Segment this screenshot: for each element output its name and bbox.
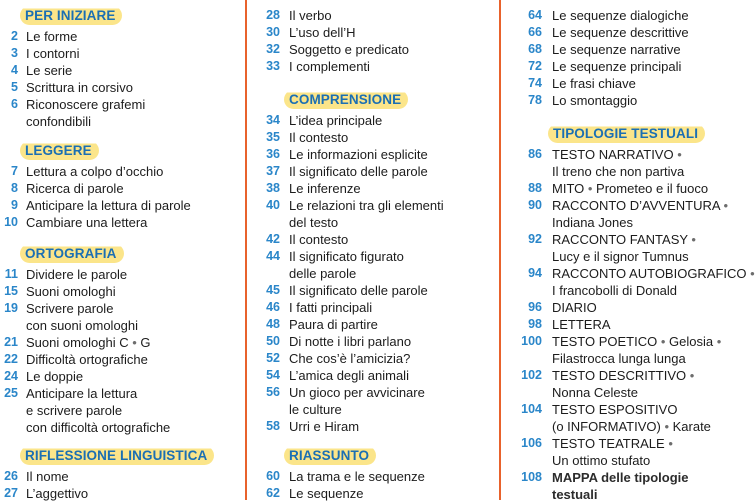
toc-entry[interactable] (256, 7, 494, 24)
page-number: 11 (4, 267, 18, 281)
toc-entry[interactable] (510, 146, 746, 180)
entry-title: Nonna Celeste (552, 385, 638, 400)
entry-title: Urri e Hiram (289, 419, 360, 434)
page-number: 62 (266, 486, 280, 500)
entry-title: Difficoltà ortografiche (26, 352, 148, 367)
entry-title: Il significato delle parole (289, 164, 428, 179)
page-number: 24 (4, 369, 18, 383)
page-number: 56 (266, 385, 280, 399)
toc-entry[interactable] (256, 333, 494, 350)
toc-entry[interactable] (256, 129, 494, 146)
page-number: 36 (266, 147, 280, 161)
entry-title: LETTERA (552, 317, 611, 332)
page-number: 35 (266, 130, 280, 144)
entry-title: Il verbo (289, 8, 332, 23)
entry-title: I fatti principali (289, 300, 373, 315)
page-number: 92 (528, 232, 542, 246)
toc-entry[interactable] (510, 435, 746, 469)
toc-entry[interactable] (510, 41, 746, 58)
entry-title: Scrittura in corsivo (26, 80, 133, 95)
toc-entry[interactable] (0, 62, 232, 79)
entry-title: Dividere le parole (26, 267, 128, 282)
page-number: 66 (528, 25, 542, 39)
entry-title: Un gioco per avvicinare (289, 385, 425, 400)
entry-title: L’amica degli animali (289, 368, 409, 383)
entry-title: delle parole (289, 266, 357, 281)
entry-title: I francobolli di Donald (552, 283, 678, 298)
column-divider (499, 0, 501, 500)
toc-entry[interactable] (510, 367, 746, 401)
page-number: 10 (4, 215, 18, 229)
entry-title: testuali (552, 487, 598, 502)
toc-entry[interactable] (510, 333, 746, 367)
toc-entry[interactable] (256, 24, 494, 41)
toc-entry[interactable] (256, 197, 494, 231)
toc-entry[interactable] (256, 58, 494, 75)
entry-title: del testo (289, 215, 339, 230)
entry-title: I complementi (289, 59, 370, 74)
toc-entry[interactable] (510, 92, 746, 109)
entry-title: Il contesto (289, 130, 349, 145)
entry-title: Indiana Jones (552, 215, 633, 230)
page-number: 78 (528, 93, 542, 107)
page-number: 50 (266, 334, 280, 348)
entry-title: Lo smontaggio (552, 93, 638, 108)
toc-entry[interactable] (256, 468, 494, 485)
toc-entry[interactable] (256, 231, 494, 248)
page-number: 40 (266, 198, 280, 212)
entry-title: TESTO POETICO • Gelosia • (552, 334, 722, 349)
toc-entry[interactable] (256, 299, 494, 316)
entry-title: Soggetto e predicato (289, 42, 409, 57)
entry-title: Riconoscere grafemi (26, 97, 146, 112)
entry-title: Scrivere parole (26, 301, 114, 316)
page-number: 9 (11, 198, 18, 212)
entry-title: Di notte i libri parlano (289, 334, 412, 349)
entry-title: RACCONTO AUTOBIOGRAFICO • (552, 266, 755, 281)
page-number: 94 (528, 266, 542, 280)
toc-column-3 (510, 0, 755, 502)
entry-title: I contorni (26, 46, 80, 61)
toc-entry[interactable] (0, 368, 232, 385)
page-number: 104 (521, 402, 542, 416)
page-number: 34 (266, 113, 280, 127)
page-number: 102 (521, 368, 542, 382)
toc-entry[interactable] (256, 248, 494, 282)
page-number: 4 (11, 63, 18, 77)
section-heading: TIPOLOGIE TESTUALI (548, 124, 705, 143)
entry-title: Le informazioni esplicite (289, 147, 428, 162)
toc-entry[interactable] (0, 351, 232, 368)
toc-entry[interactable] (0, 485, 232, 502)
toc-entry[interactable] (0, 197, 232, 214)
toc-entry[interactable] (0, 180, 232, 197)
entry-title: confondibili (26, 114, 92, 129)
entry-title: Le doppie (26, 369, 84, 384)
toc-entry[interactable] (510, 180, 746, 197)
entry-title: Le sequenze dialogiche (552, 8, 689, 23)
entry-title: TESTO NARRATIVO • (552, 147, 682, 162)
page-number: 48 (266, 317, 280, 331)
page-number: 27 (4, 486, 18, 500)
entry-title: Lucy e il signor Tumnus (552, 249, 689, 264)
page-number: 46 (266, 300, 280, 314)
toc-entry[interactable] (0, 385, 232, 436)
entry-title: e scrivere parole (26, 403, 123, 418)
entry-title: con suoni omologhi (26, 318, 139, 333)
page-number: 19 (4, 301, 18, 315)
toc-entry[interactable] (256, 180, 494, 197)
toc-entry[interactable] (0, 300, 232, 334)
entry-title: (o INFORMATIVO) • Karate (552, 419, 711, 434)
toc-entry[interactable] (256, 367, 494, 384)
toc-entry[interactable] (510, 7, 746, 24)
toc-column-1 (0, 0, 232, 500)
section-heading: ORTOGRAFIA (20, 244, 124, 263)
page-number: 33 (266, 59, 280, 73)
entry-title: Suoni omologhi (26, 284, 116, 299)
toc-entry[interactable] (256, 146, 494, 163)
section-heading: RIFLESSIONE LINGUISTICA (20, 446, 214, 465)
entry-title: Le inferenze (289, 181, 361, 196)
toc-entry[interactable] (256, 163, 494, 180)
entry-title: Le frasi chiave (552, 76, 636, 91)
page-number: 60 (266, 469, 280, 483)
toc-entry[interactable] (0, 266, 232, 283)
page-number: 52 (266, 351, 280, 365)
entry-title: Anticipare la lettura di parole (26, 198, 191, 213)
entry-title: Le relazioni tra gli elementi (289, 198, 444, 213)
entry-title: Le sequenze (289, 486, 364, 501)
entry-title: Che cos’è l’amicizia? (289, 351, 411, 366)
page-number: 37 (266, 164, 280, 178)
page-number: 38 (266, 181, 280, 195)
entry-title: Suoni omologhi C • G (26, 335, 151, 350)
entry-title: Anticipare la lettura (26, 386, 138, 401)
entry-title: Le sequenze narrative (552, 42, 681, 57)
toc-entry[interactable] (256, 112, 494, 129)
toc-entry[interactable] (510, 316, 746, 333)
toc-entry[interactable] (510, 231, 746, 265)
page-number: 106 (521, 436, 542, 450)
toc-entry[interactable] (510, 299, 746, 316)
page-number: 22 (4, 352, 18, 366)
entry-title: Il significato delle parole (289, 283, 428, 298)
page-number: 58 (266, 419, 280, 433)
toc-entry[interactable] (256, 485, 494, 502)
toc-entry[interactable] (0, 283, 232, 300)
toc-entry[interactable] (256, 316, 494, 333)
entry-title: RACCONTO D’AVVENTURA • (552, 198, 728, 213)
toc-column-2 (256, 0, 494, 500)
entry-title: Le serie (26, 63, 73, 78)
page-number: 7 (11, 164, 18, 178)
entry-title: Il nome (26, 469, 69, 484)
entry-title: L’uso dell’H (289, 25, 356, 40)
page-number: 96 (528, 300, 542, 314)
section-heading: LEGGERE (20, 141, 99, 160)
page-number: 98 (528, 317, 542, 331)
entry-title: con difficoltà ortografiche (26, 420, 171, 435)
page-number: 30 (266, 25, 280, 39)
entry-title: le culture (289, 402, 342, 417)
entry-title: MITO • Prometeo e il fuoco (552, 181, 709, 196)
toc-entry[interactable] (510, 469, 746, 503)
entry-title: Le sequenze descrittive (552, 25, 689, 40)
column-divider (245, 0, 247, 500)
page-number: 74 (528, 76, 542, 90)
page-number: 86 (528, 147, 542, 161)
section-heading: COMPRENSIONE (284, 90, 408, 109)
toc-entry[interactable] (0, 96, 232, 130)
entry-title: Cambiare una lettera (26, 215, 148, 230)
page-number: 45 (266, 283, 280, 297)
entry-title: Un ottimo stufato (552, 453, 651, 468)
entry-title: MAPPA delle tipologie (552, 470, 689, 485)
toc-entry[interactable] (256, 384, 494, 418)
toc-entry[interactable] (0, 45, 232, 62)
page-number: 15 (4, 284, 18, 298)
page-number: 54 (266, 368, 280, 382)
entry-title: RACCONTO FANTASY • (552, 232, 696, 247)
entry-title: Il treno che non partiva (552, 164, 685, 179)
toc-entry[interactable] (0, 28, 232, 45)
toc-entry[interactable] (0, 334, 232, 351)
page-number: 88 (528, 181, 542, 195)
page-number: 72 (528, 59, 542, 73)
entry-title: TESTO ESPOSITIVO (552, 402, 678, 417)
toc-entry[interactable] (0, 163, 232, 180)
page-number: 21 (4, 335, 18, 349)
entry-title: L’idea principale (289, 113, 383, 128)
page-number: 42 (266, 232, 280, 246)
toc-entry[interactable] (510, 58, 746, 75)
toc-entry[interactable] (0, 214, 232, 231)
toc-entry[interactable] (510, 401, 746, 435)
entry-title: Le forme (26, 29, 78, 44)
page-number: 64 (528, 8, 542, 22)
entry-title: Filastrocca lunga lunga (552, 351, 686, 366)
page-number: 25 (4, 386, 18, 400)
entry-title: La trama e le sequenze (289, 469, 425, 484)
page-number: 68 (528, 42, 542, 56)
section-heading: PER INIZIARE (20, 6, 122, 25)
page-number: 100 (521, 334, 542, 348)
toc-entry[interactable] (256, 41, 494, 58)
page-number: 5 (11, 80, 18, 94)
entry-title: TESTO DESCRITTIVO • (552, 368, 695, 383)
entry-title: Lettura a colpo d’occhio (26, 164, 164, 179)
entry-title: L’aggettivo (26, 486, 89, 501)
entry-title: Le sequenze principali (552, 59, 682, 74)
page-number: 90 (528, 198, 542, 212)
toc-entry[interactable] (256, 350, 494, 367)
page-number: 2 (11, 29, 18, 43)
page-number: 6 (11, 97, 18, 111)
section-heading: RIASSUNTO (284, 446, 376, 465)
page-number: 28 (266, 8, 280, 22)
page-number: 44 (266, 249, 280, 263)
entry-title: DIARIO (552, 300, 597, 315)
page-number: 8 (11, 181, 18, 195)
entry-title: Ricerca di parole (26, 181, 124, 196)
entry-title: Il contesto (289, 232, 349, 247)
toc-entry[interactable] (510, 24, 746, 41)
toc-entry[interactable] (256, 418, 494, 435)
toc-entry[interactable] (0, 79, 232, 96)
page-number: 26 (4, 469, 18, 483)
toc-entry[interactable] (510, 197, 746, 231)
toc-entry[interactable] (510, 265, 755, 299)
toc-entry[interactable] (510, 75, 746, 92)
page-number: 108 (521, 470, 542, 484)
entry-title: Paura di partire (289, 317, 378, 332)
page-number: 32 (266, 42, 280, 56)
page-number: 3 (11, 46, 18, 60)
entry-title: Il significato figurato (289, 249, 404, 264)
toc-entry[interactable] (256, 282, 494, 299)
entry-title: TESTO TEATRALE • (552, 436, 673, 451)
toc-entry[interactable] (0, 468, 232, 485)
